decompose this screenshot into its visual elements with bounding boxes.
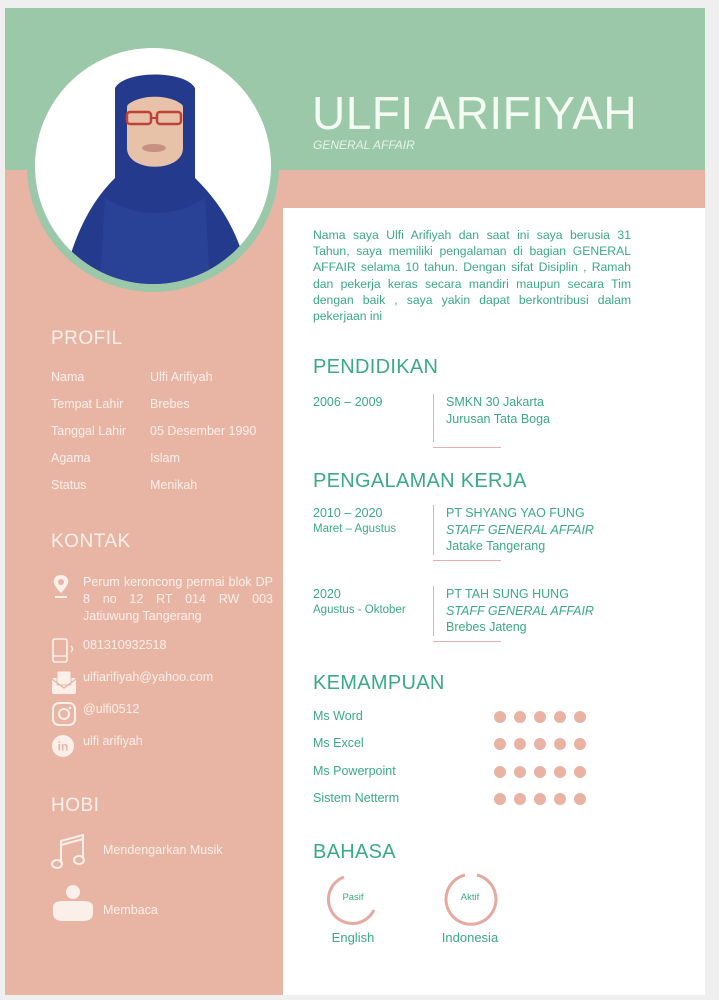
language-name: English — [331, 930, 375, 945]
profil-value: Islam — [150, 451, 180, 465]
school-name: SMKN 30 Jakarta — [446, 395, 544, 409]
hobby-label: Mendengarkan Musik — [103, 843, 223, 857]
email-text[interactable]: ulfiarifiyah@yahoo.com — [83, 670, 214, 684]
job-entry — [433, 505, 594, 555]
job-position: STAFF GENERAL AFFAIR — [446, 603, 594, 618]
profil-value: 05 Desember 1990 — [150, 424, 257, 438]
language-level: Pasif — [342, 892, 364, 903]
profil-value: Brebes — [150, 397, 190, 411]
job-company: PT SHYANG YAO FUNG — [446, 506, 585, 520]
education-entry — [433, 394, 550, 442]
profil-label: Tanggal Lahir — [51, 424, 127, 438]
entry-divider — [433, 447, 501, 448]
hobby-label: Membaca — [103, 903, 158, 917]
profil-row — [51, 424, 256, 438]
contact-phone — [51, 638, 166, 664]
language-level: Aktif — [460, 892, 480, 903]
about-summary: Nama saya Ulfi Arifiyah dan saat ini saya berusia 31 Tahun, saya memiliki pengalaman di bagian GENERAL AFFAIR selama 10 tahun. Dengan sifat Disiplin , Ramah dan pekerja keras secara mandiri maupun secara Tim dengan baik , saya yakin dapat berkontribusi dalam pekerjaan ini — [313, 228, 631, 324]
language-item — [321, 870, 385, 945]
rating-dot — [554, 711, 566, 723]
address-text: Perum keroncong permai blok DP 8 no 12 RT 014 RW 003 Jatiuwung Tangerang — [83, 575, 273, 623]
rating-dot — [514, 766, 526, 778]
profile-photo — [35, 48, 271, 284]
skill-name: Ms Word — [313, 709, 363, 723]
hobi-heading: HOBI — [51, 795, 100, 816]
rating-dot — [494, 738, 506, 750]
job-entry — [433, 586, 594, 636]
language-item — [435, 870, 505, 945]
profil-row — [51, 397, 190, 411]
phone-icon — [51, 638, 79, 664]
rating-dot — [514, 793, 526, 805]
job-period — [313, 505, 396, 537]
rating-dot — [494, 793, 506, 805]
profil-label: Agama — [51, 451, 91, 465]
music-note-icon — [51, 833, 91, 873]
job-location: Jatake Tangerang — [446, 539, 546, 553]
pengalaman-heading: PENGALAMAN KERJA — [313, 470, 527, 492]
rating-dot — [534, 793, 546, 805]
email-icon — [51, 670, 79, 696]
school-major: Jurusan Tata Boga — [446, 411, 551, 426]
profil-row — [51, 370, 213, 384]
rating-dot — [494, 766, 506, 778]
profil-value: Ulfi Arifiyah — [150, 370, 213, 384]
rating-dot — [514, 738, 526, 750]
entry-divider — [433, 641, 501, 642]
skill-name: Sistem Netterm — [313, 791, 400, 805]
job-years: 2010 – 2020 — [313, 506, 383, 520]
profil-heading: PROFIL — [51, 328, 123, 349]
profil-row — [51, 478, 197, 492]
pendidikan-heading: PENDIDIKAN — [313, 356, 439, 378]
rating-dot — [554, 738, 566, 750]
rating-dot — [534, 711, 546, 723]
location-pin-icon — [51, 574, 79, 600]
skill-rating — [494, 766, 586, 778]
skill-name: Ms Powerpoint — [313, 764, 396, 778]
rating-dot — [574, 793, 586, 805]
rating-dot — [574, 766, 586, 778]
job-months: Maret – Agustus — [313, 523, 397, 535]
job-company: PT TAH SUNG HUNG — [446, 587, 569, 601]
profil-row — [51, 451, 180, 465]
job-years: 2020 — [313, 587, 341, 601]
job-period — [313, 586, 406, 618]
rating-dot — [574, 711, 586, 723]
rating-dot — [554, 766, 566, 778]
profil-label: Nama — [51, 370, 85, 384]
contact-email — [51, 670, 213, 696]
job-location: Brebes Jateng — [446, 620, 527, 634]
skill-rating — [494, 793, 586, 805]
kontak-heading: KONTAK — [51, 531, 131, 552]
rating-dot — [494, 711, 506, 723]
job-months: Agustus - Oktober — [313, 604, 406, 616]
kemampuan-heading: KEMAMPUAN — [313, 672, 445, 694]
contact-instagram — [51, 702, 139, 728]
job-position: STAFF GENERAL AFFAIR — [446, 522, 594, 537]
svg-text:in: in — [57, 739, 69, 754]
skill-rating — [494, 711, 586, 723]
skill-name: Ms Excel — [313, 736, 364, 750]
linkedin-text[interactable]: ulfi arifiyah — [83, 734, 143, 748]
profil-value: Menikah — [150, 478, 198, 492]
rating-dot — [574, 738, 586, 750]
phone-text[interactable]: 081310932518 — [83, 638, 167, 652]
linkedin-icon — [51, 734, 79, 760]
contact-address — [51, 574, 273, 625]
candidate-role: GENERAL AFFAIR — [313, 138, 415, 152]
skill-rating — [494, 738, 586, 750]
hobby-item — [51, 883, 158, 923]
resume-page — [5, 8, 705, 995]
rating-dot — [534, 738, 546, 750]
hobby-item — [51, 833, 223, 873]
rating-dot — [534, 766, 546, 778]
profile-photo-frame — [27, 40, 279, 292]
instagram-text[interactable]: @ulfi0512 — [83, 702, 140, 716]
bahasa-heading: BAHASA — [313, 841, 396, 863]
candidate-name: ULFI ARIFIYAH — [312, 87, 638, 139]
profil-label: Tempat Lahir — [51, 397, 124, 411]
education-period: 2006 – 2009 — [313, 395, 383, 409]
person-photo-icon — [35, 48, 271, 284]
reading-person-icon — [51, 883, 95, 923]
language-name: Indonesia — [441, 930, 499, 945]
entry-divider — [433, 560, 501, 561]
rating-dot — [514, 711, 526, 723]
profil-label: Status — [51, 478, 87, 492]
rating-dot — [554, 793, 566, 805]
contact-linkedin — [51, 734, 143, 760]
instagram-icon — [51, 702, 79, 728]
